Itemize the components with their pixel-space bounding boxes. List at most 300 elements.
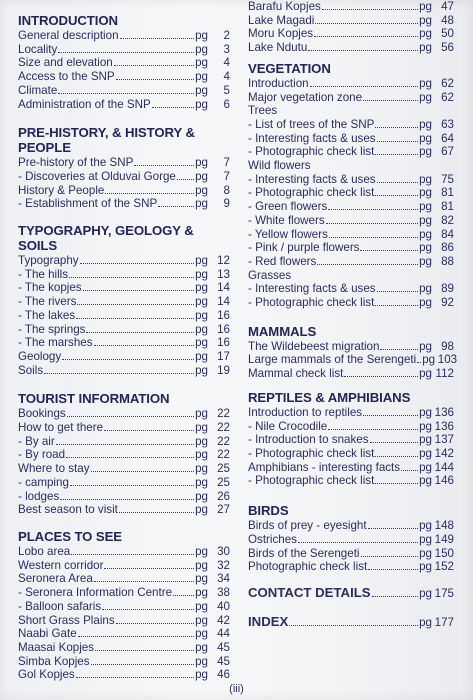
dot-leader (71, 545, 194, 555)
dot-leader (328, 200, 418, 210)
toc-entry[interactable] (18, 281, 230, 295)
toc-entry[interactable] (248, 200, 454, 214)
pg-label: pg (195, 97, 208, 111)
page-number-value: 8 (223, 183, 230, 197)
toc-entry[interactable] (248, 118, 454, 132)
entry-label: The Wildebeest migration (248, 339, 380, 353)
page-number-value: 103 (437, 353, 458, 367)
page-number-value: 13 (217, 267, 230, 281)
dot-leader (375, 118, 418, 128)
dot-leader (344, 367, 418, 377)
dot-leader (152, 98, 194, 108)
page-number-value: 2 (223, 29, 230, 42)
dot-leader (308, 41, 418, 51)
page-number-value: 22 (217, 407, 230, 421)
page-number-value: 7 (223, 169, 230, 183)
page-number-value: 142 (434, 446, 454, 460)
toc-entry[interactable] (18, 197, 230, 211)
pg-label: pg (419, 532, 432, 546)
pg-label: pg (195, 336, 208, 350)
dot-leader (322, 0, 418, 10)
dot-leader (372, 587, 419, 597)
pg-label: pg (419, 586, 432, 600)
pg-label: pg (195, 544, 208, 558)
dot-leader (119, 503, 194, 513)
page-number-value: 32 (217, 558, 230, 572)
page-number-value: 44 (217, 627, 230, 641)
page-number-value: 22 (217, 434, 230, 448)
dot-leader (77, 295, 194, 305)
toc-entry[interactable] (18, 641, 230, 655)
entry-label: Naabi Gate (18, 627, 77, 641)
section-heading: PLACES TO SEE (18, 528, 122, 544)
dot-leader (375, 474, 418, 484)
dot-leader (417, 353, 421, 363)
entry-label: How to get there (18, 421, 104, 435)
entry-label: - Pink / purple flowers (248, 241, 360, 255)
dot-leader (69, 268, 194, 278)
dot-leader (116, 614, 194, 624)
toc-entry[interactable] (248, 41, 454, 55)
toc-section-places-to-see (18, 529, 230, 682)
entry-label: Mammal check list (248, 367, 344, 381)
toc-entry[interactable] (18, 295, 230, 309)
pg-label: pg (419, 145, 432, 159)
toc-entry[interactable] (248, 547, 454, 561)
dot-leader (317, 255, 418, 265)
pg-label: pg (195, 156, 208, 170)
entry-label: - The lakes (18, 308, 76, 322)
pg-label: pg (419, 296, 432, 310)
page-number-value: 25 (217, 462, 230, 476)
toc-section-pre-history-history-people (18, 125, 230, 211)
entry-label: - Photographic check list (248, 296, 375, 310)
dot-leader (94, 336, 195, 346)
page-number-value: 137 (434, 433, 454, 447)
entry-label: - Photographic check list (248, 145, 375, 159)
entry-label: Lake Magadi (248, 13, 315, 27)
toc-entry[interactable] (18, 323, 230, 337)
dot-leader (360, 241, 418, 251)
toc-section-vegetation (248, 61, 454, 310)
toc-entry[interactable] (18, 655, 230, 669)
pg-label: pg (195, 169, 208, 183)
toc-entry[interactable] (18, 572, 230, 586)
toc-entry[interactable] (18, 43, 230, 57)
toc-entry[interactable] (18, 462, 230, 476)
entry-label: Gol Kopjes (18, 668, 75, 682)
pg-label: pg (195, 267, 208, 281)
toc-entry[interactable] (248, 533, 454, 547)
dot-leader (78, 627, 194, 637)
dot-leader (375, 296, 418, 306)
entry-label: Soils (18, 363, 44, 377)
toc-entry[interactable] (18, 70, 230, 84)
page-number-value: 62 (441, 76, 454, 90)
dot-leader (134, 156, 194, 166)
page-number-value: 48 (441, 13, 454, 27)
dot-leader (95, 641, 194, 651)
toc-entry[interactable] (18, 268, 230, 282)
toc-entry[interactable] (248, 296, 454, 310)
toc-entry[interactable] (248, 77, 454, 91)
toc-section-section (248, 0, 454, 55)
entry-label: - Discoveries at Olduvai Gorge (18, 169, 176, 183)
pg-label: pg (195, 668, 208, 682)
dot-leader (67, 407, 194, 417)
page-number-value: 22 (217, 448, 230, 462)
pg-label: pg (419, 339, 432, 353)
dot-leader (104, 421, 194, 431)
page-number-value: 86 (441, 241, 454, 255)
pg-label: pg (195, 572, 208, 586)
page-number-value: 89 (441, 282, 454, 296)
entry-label: Birds of prey - eyesight (248, 519, 367, 533)
entry-label: Maasai Kopjes (18, 640, 95, 654)
page-number-value: 175 (434, 586, 454, 600)
dot-leader (298, 533, 418, 543)
toc-section-birds (248, 503, 454, 574)
toc-entry[interactable] (18, 84, 230, 98)
dot-leader (58, 43, 194, 53)
toc-entry[interactable] (248, 560, 454, 574)
right-column (248, 0, 458, 629)
dot-leader (375, 447, 418, 457)
toc-entry[interactable] (248, 228, 454, 242)
entry-label: Access to the SNP (18, 70, 115, 84)
page-number-value: 177 (434, 615, 454, 629)
pg-label: pg (419, 282, 432, 296)
page-number-value: 16 (217, 336, 230, 350)
section-heading: MAMMALS (248, 323, 317, 339)
toc-entry[interactable] (248, 340, 454, 354)
toc-entry[interactable] (248, 214, 454, 228)
page-number-value: 3 (223, 42, 230, 56)
toc-entry[interactable] (248, 186, 454, 200)
toc-entry[interactable] (248, 104, 454, 118)
pg-label: pg (195, 613, 208, 627)
toc-entry[interactable] (248, 474, 454, 488)
pg-label: pg (195, 42, 208, 56)
toc-section-mammals (248, 323, 458, 381)
toc-entry[interactable] (18, 56, 230, 70)
toc-entry[interactable] (18, 627, 230, 641)
pg-label: pg (419, 172, 432, 186)
toc-entry[interactable] (248, 0, 454, 14)
entry-label: - lodges (18, 489, 60, 503)
page-number-value: 14 (217, 295, 230, 309)
toc-entry[interactable] (248, 406, 454, 420)
dot-leader (310, 77, 419, 87)
section-heading: PRE-HISTORY, & HISTORY & PEOPLE (18, 125, 195, 156)
entry-label: - Interesting facts & uses (248, 172, 376, 186)
toc-entry[interactable] (18, 435, 230, 449)
toc-entry[interactable] (18, 350, 230, 364)
pg-label: pg (195, 503, 208, 517)
entry-label: Where to stay (18, 462, 90, 476)
dot-leader (86, 323, 194, 333)
entry-label: Major vegetation zone (248, 90, 363, 104)
toc-entry[interactable] (18, 407, 230, 421)
toc-entry[interactable] (18, 614, 230, 628)
toc-entry[interactable] (248, 367, 454, 381)
entry-label: General description (18, 29, 119, 42)
entry-label: Grasses (248, 268, 292, 282)
pg-label: pg (419, 519, 432, 533)
pg-label: pg (195, 29, 208, 42)
entry-label: Pre-history of the SNP (18, 156, 134, 170)
toc-entry[interactable] (248, 159, 454, 173)
dot-leader (314, 27, 418, 37)
dot-leader (62, 350, 194, 360)
dot-leader (76, 668, 194, 678)
pg-label: pg (195, 295, 208, 309)
section-heading: TYPOGRAPHY, GEOLOGY & SOILS (18, 223, 194, 254)
dot-leader (377, 282, 419, 292)
pg-label: pg (195, 308, 208, 322)
entry-label: - Photographic check list (248, 474, 375, 488)
entry-label: - Interesting facts & uses (248, 131, 376, 145)
toc-entry[interactable] (248, 461, 454, 475)
toc-entry[interactable] (248, 353, 458, 367)
toc-entry[interactable] (18, 309, 230, 323)
dot-leader (328, 420, 418, 430)
page-number-value: 47 (441, 0, 454, 13)
entry-label: - camping (18, 475, 69, 489)
toc-entry[interactable] (248, 241, 454, 255)
dot-leader (44, 364, 194, 374)
toc-entry[interactable] (248, 433, 454, 447)
toc-entry[interactable] (248, 91, 454, 105)
dot-leader (401, 461, 418, 471)
dot-leader (363, 91, 418, 101)
entry-label: - White flowers (248, 213, 325, 227)
entry-label: Barafu Kopjes (248, 0, 321, 13)
pg-label: pg (419, 131, 432, 145)
toc-entry[interactable] (18, 559, 230, 573)
toc-entry[interactable] (248, 255, 454, 269)
dot-leader (80, 254, 195, 264)
pg-label: pg (195, 407, 208, 421)
pg-label: pg (419, 27, 432, 41)
entry-label: Moru Kopjes (248, 27, 314, 41)
entry-label: Size and elevation (18, 56, 113, 70)
left-column (18, 13, 230, 682)
pg-label: pg (419, 405, 432, 419)
page-number-value: 16 (217, 322, 230, 336)
toc-entry[interactable] (18, 29, 230, 43)
toc-entry[interactable] (18, 254, 230, 268)
section-heading: BIRDS (248, 503, 289, 519)
entry-label: - Photographic check list (248, 446, 375, 460)
pg-label: pg (195, 627, 208, 641)
entry-label: Large mammals of the Serengeti (248, 353, 417, 367)
entry-label: Western corridor (18, 558, 104, 572)
page-number-value: 7 (223, 156, 230, 170)
pg-label: pg (195, 599, 208, 613)
pg-label: pg (195, 475, 208, 489)
dot-leader (380, 340, 418, 350)
toc-entry[interactable] (248, 173, 454, 187)
page-number-value: 34 (217, 572, 230, 586)
page-number-value: 40 (217, 599, 230, 613)
pg-label: pg (195, 586, 208, 600)
toc-entry[interactable] (18, 336, 230, 350)
entry-label: Climate (18, 83, 58, 97)
dot-leader (56, 435, 194, 445)
entry-label: - Yellow flowers (248, 227, 328, 241)
page-number-value: 88 (441, 254, 454, 268)
page-number-value: 4 (223, 70, 230, 84)
page-number-value: 27 (217, 503, 230, 517)
entry-label: - The marshes (18, 336, 93, 350)
section-heading: VEGETATION (248, 60, 331, 76)
pg-label: pg (195, 254, 208, 268)
page-number-value: 149 (434, 532, 454, 546)
entry-label: - Introduction to snakes (248, 433, 369, 447)
pg-label: pg (419, 254, 432, 268)
pg-label: pg (419, 546, 432, 560)
toc-entry[interactable] (248, 145, 454, 159)
entry-label: - Nile Crocodile (248, 419, 328, 433)
pg-label: pg (422, 353, 436, 367)
toc-entry[interactable] (18, 476, 230, 490)
toc-entry[interactable] (18, 586, 230, 600)
toc-section-typography-geology-soils (18, 223, 230, 377)
dot-leader (375, 145, 418, 155)
page-number-value: 16 (217, 308, 230, 322)
toc-entry[interactable] (18, 156, 230, 170)
pg-label: pg (195, 448, 208, 462)
page-number-value: 25 (217, 475, 230, 489)
pg-label: pg (419, 615, 432, 629)
toc-section-section (248, 615, 454, 630)
pg-label: pg (195, 56, 208, 70)
page-number-value: 92 (441, 296, 454, 310)
page-number-value: 136 (434, 419, 454, 433)
toc-entry[interactable] (18, 421, 230, 435)
toc-section-introduction (18, 13, 230, 111)
pg-label: pg (195, 363, 208, 377)
pg-label: pg (195, 183, 208, 197)
pg-label: pg (419, 117, 432, 131)
entry-label: - Green flowers (248, 200, 328, 214)
dot-leader (173, 586, 194, 596)
toc-entry[interactable] (248, 586, 454, 601)
pg-label: pg (195, 654, 208, 668)
pg-label: pg (195, 462, 208, 476)
toc-entry[interactable] (18, 364, 230, 378)
page-number-value: 75 (441, 172, 454, 186)
dot-leader (120, 29, 195, 39)
dot-leader (70, 476, 194, 486)
page-number-value: 4 (223, 56, 230, 70)
toc-entry[interactable] (18, 503, 230, 517)
toc-entry[interactable] (248, 282, 454, 296)
page-number-value: 82 (441, 213, 454, 227)
entry-label: Best season to visit (18, 503, 118, 517)
pg-label: pg (195, 349, 208, 363)
dot-leader (158, 197, 194, 207)
entry-label: - Photographic check list (248, 186, 375, 200)
dot-leader (368, 519, 419, 529)
dot-leader (104, 559, 194, 569)
entry-label: Ostriches (248, 532, 297, 546)
page-number-value: 64 (441, 131, 454, 145)
dot-leader (329, 228, 418, 238)
entry-label: Seronera Area (18, 572, 93, 586)
dot-leader (370, 433, 419, 443)
toc-entry[interactable] (18, 170, 230, 184)
toc-entry[interactable] (248, 269, 454, 283)
pg-label: pg (195, 197, 208, 211)
dot-leader (66, 448, 194, 458)
page-number-value: 62 (441, 90, 454, 104)
pg-label: pg (419, 227, 432, 241)
toc-entry[interactable] (248, 132, 454, 146)
page-number-value: 81 (441, 200, 454, 214)
entry-label: Wild flowers (248, 159, 311, 173)
pg-label: pg (195, 322, 208, 336)
toc-entry[interactable] (18, 490, 230, 504)
entry-label: INDEX (248, 613, 289, 629)
toc-entry[interactable] (248, 447, 454, 461)
page-number-value: 30 (217, 544, 230, 558)
pg-label: pg (195, 489, 208, 503)
pg-label: pg (419, 419, 432, 433)
toc-entry[interactable] (18, 98, 230, 112)
entry-label: - The rivers (18, 295, 77, 309)
dot-leader (94, 572, 194, 582)
toc-entry[interactable] (248, 27, 454, 41)
page-number-value: 150 (434, 546, 454, 560)
toc-entry[interactable] (18, 600, 230, 614)
dot-leader (375, 186, 418, 196)
pg-label: pg (419, 433, 432, 447)
toc-section-reptiles-amphibians (248, 390, 454, 488)
entry-label: CONTACT DETAILS (248, 584, 371, 600)
toc-entry[interactable] (248, 14, 454, 28)
page-number-value: 56 (441, 41, 454, 55)
page-number-value: 148 (434, 519, 454, 533)
dot-leader (361, 547, 419, 557)
toc-section-tourist-information (18, 391, 230, 517)
toc-entry[interactable] (248, 420, 454, 434)
page-number-value: 14 (217, 281, 230, 295)
page-number-value: 98 (441, 339, 454, 353)
toc-entry[interactable] (248, 615, 454, 630)
toc-entry[interactable] (18, 545, 230, 559)
pg-label: pg (195, 421, 208, 435)
toc-entry[interactable] (18, 448, 230, 462)
entry-label: Typography (18, 254, 79, 268)
entry-label: - Interesting facts & uses (248, 282, 376, 296)
dot-leader (105, 184, 194, 194)
dot-leader (102, 600, 194, 610)
page-number-value: 146 (434, 474, 454, 488)
toc-entry[interactable] (18, 184, 230, 198)
dot-leader (363, 406, 418, 416)
pg-label: pg (195, 70, 208, 84)
entry-label: Simba Kopjes (18, 654, 90, 668)
pg-label: pg (419, 213, 432, 227)
toc-entry[interactable] (248, 519, 454, 533)
toc-entry[interactable] (18, 668, 230, 682)
dot-leader (76, 309, 194, 319)
pg-label: pg (195, 558, 208, 572)
page-number-value: 9 (223, 197, 230, 211)
entry-label: - List of trees of the SNP (248, 117, 375, 131)
